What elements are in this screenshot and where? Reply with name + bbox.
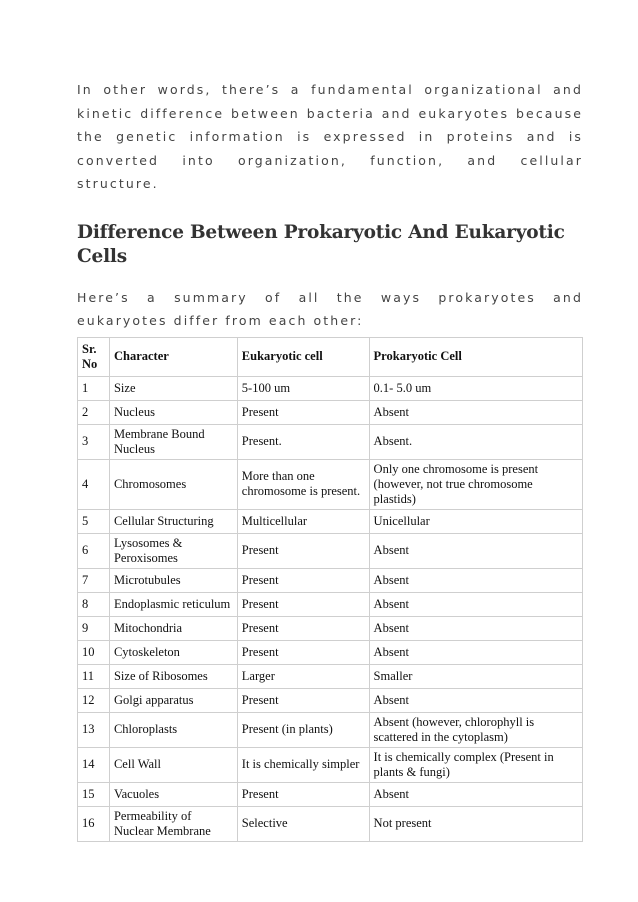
cell-eukaryotic: Present (in plants) (237, 712, 369, 747)
cell-prokaryotic: Smaller (369, 664, 582, 688)
cell-character: Cell Wall (109, 747, 237, 782)
table-row (78, 592, 583, 616)
cell-character: Membrane Bound Nucleus (109, 424, 237, 459)
cell-character: Lysosomes & Peroxisomes (109, 533, 237, 568)
cell-sr-no: 7 (78, 568, 110, 592)
table-header-row (78, 337, 583, 376)
cell-eukaryotic: More than one chromosome is present. (237, 459, 369, 509)
cell-eukaryotic: Larger (237, 664, 369, 688)
header-eukaryotic: Eukaryotic cell (237, 337, 369, 376)
cell-sr-no: 6 (78, 533, 110, 568)
cell-character: Vacuoles (109, 782, 237, 806)
intro-paragraph: In other words, there’s a fundamental organizational and kinetic difference between bacteria and eukaryotes because the genetic information is expressed in proteins and is converted into organization, function, and cellular structure. (77, 82, 583, 191)
cell-eukaryotic: It is chemically simpler (237, 747, 369, 782)
table-row (78, 640, 583, 664)
cell-sr-no: 14 (78, 747, 110, 782)
cell-prokaryotic: Only one chromosome is present (however, not true chromosome plastids) (369, 459, 582, 509)
cell-prokaryotic: Absent (369, 533, 582, 568)
cell-eukaryotic: Present. (237, 424, 369, 459)
cell-character: Chromosomes (109, 459, 237, 509)
cell-character: Size (109, 376, 237, 400)
cell-eukaryotic: Present (237, 533, 369, 568)
cell-sr-no: 2 (78, 400, 110, 424)
cell-character: Cellular Structuring (109, 509, 237, 533)
cell-sr-no: 3 (78, 424, 110, 459)
cell-sr-no: 13 (78, 712, 110, 747)
cell-character: Chloroplasts (109, 712, 237, 747)
cell-sr-no: 12 (78, 688, 110, 712)
table-row (78, 459, 583, 509)
cell-sr-no: 4 (78, 459, 110, 509)
cell-prokaryotic: Unicellular (369, 509, 582, 533)
cell-eukaryotic: Present (237, 592, 369, 616)
cell-prokaryotic: Absent (369, 592, 582, 616)
cell-character: Permeability of Nuclear Membrane (109, 806, 237, 841)
cell-prokaryotic: Absent (369, 688, 582, 712)
cell-sr-no: 15 (78, 782, 110, 806)
cell-sr-no: 10 (78, 640, 110, 664)
header-character: Character (109, 337, 237, 376)
comparison-table (77, 337, 583, 842)
table-row (78, 712, 583, 747)
cell-character: Endoplasmic reticulum (109, 592, 237, 616)
cell-eukaryotic: Present (237, 616, 369, 640)
cell-eukaryotic: Present (237, 568, 369, 592)
table-row (78, 424, 583, 459)
cell-eukaryotic: Selective (237, 806, 369, 841)
table-row (78, 568, 583, 592)
cell-prokaryotic: Absent (369, 782, 582, 806)
cell-eukaryotic: Present (237, 782, 369, 806)
table-row (78, 688, 583, 712)
cell-prokaryotic: Absent (369, 568, 582, 592)
cell-character: Cytoskeleton (109, 640, 237, 664)
cell-sr-no: 9 (78, 616, 110, 640)
cell-prokaryotic: 0.1- 5.0 um (369, 376, 582, 400)
cell-eukaryotic: Multicellular (237, 509, 369, 533)
table-row (78, 400, 583, 424)
cell-character: Golgi apparatus (109, 688, 237, 712)
cell-eukaryotic: Present (237, 688, 369, 712)
cell-sr-no: 11 (78, 664, 110, 688)
section-heading: Difference Between Prokaryotic And Eukaryotic Cells (77, 221, 565, 267)
cell-sr-no: 1 (78, 376, 110, 400)
cell-eukaryotic: Present (237, 400, 369, 424)
cell-prokaryotic: Absent (369, 400, 582, 424)
summary-paragraph: Here’s a summary of all the ways prokaryotes and eukaryotes differ from each other: (77, 289, 583, 328)
table-row (78, 533, 583, 568)
table-row (78, 806, 583, 841)
table-row (78, 616, 583, 640)
table-row (78, 782, 583, 806)
table-body (78, 376, 583, 841)
cell-prokaryotic: Not present (369, 806, 582, 841)
cell-character: Nucleus (109, 400, 237, 424)
header-prokaryotic: Prokaryotic Cell (369, 337, 582, 376)
cell-prokaryotic: Absent (369, 616, 582, 640)
document-page (77, 78, 583, 842)
cell-eukaryotic: 5-100 um (237, 376, 369, 400)
cell-prokaryotic: Absent (however, chlorophyll is scattered in the cytoplasm) (369, 712, 582, 747)
table-row (78, 376, 583, 400)
cell-sr-no: 5 (78, 509, 110, 533)
table-row (78, 509, 583, 533)
cell-character: Size of Ribosomes (109, 664, 237, 688)
table-row (78, 664, 583, 688)
table-row (78, 747, 583, 782)
cell-eukaryotic: Present (237, 640, 369, 664)
header-sr-no: Sr. No (78, 337, 110, 376)
cell-sr-no: 8 (78, 592, 110, 616)
cell-sr-no: 16 (78, 806, 110, 841)
cell-character: Mitochondria (109, 616, 237, 640)
cell-character: Microtubules (109, 568, 237, 592)
cell-prokaryotic: Absent (369, 640, 582, 664)
cell-prokaryotic: Absent. (369, 424, 582, 459)
cell-prokaryotic: It is chemically complex (Present in plants & fungi) (369, 747, 582, 782)
